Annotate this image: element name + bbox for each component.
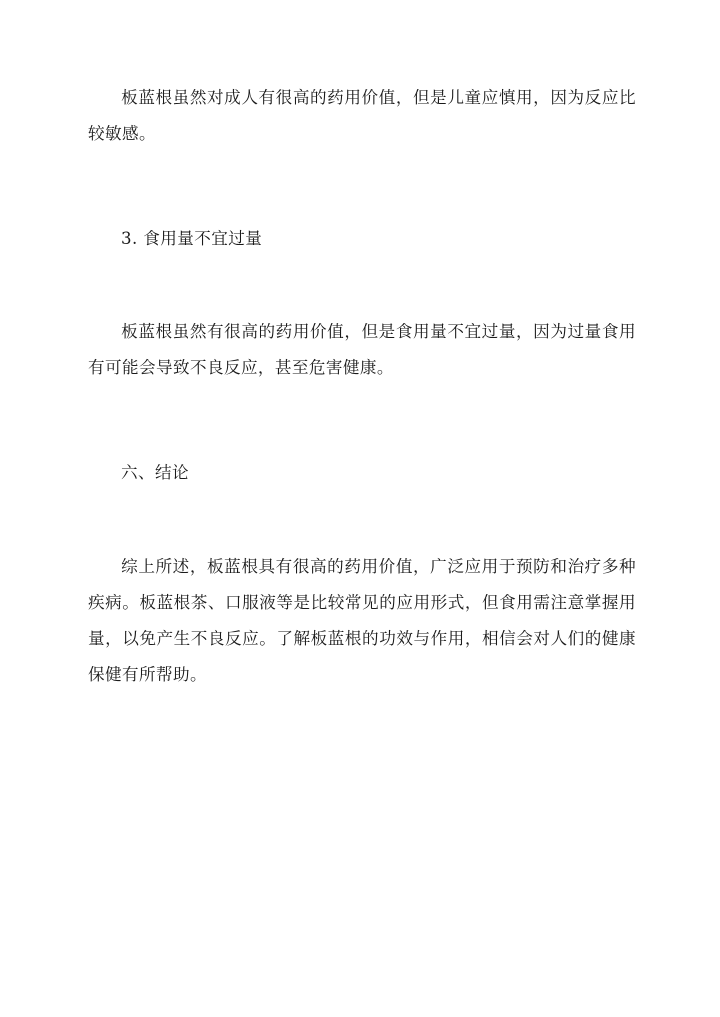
paragraph-dosage [88, 314, 636, 386]
section-heading-conclusion: 六、结论 [121, 463, 189, 482]
paragraph-text: 板蓝根虽然有很高的药用价值，但是食用量不宜过量，因为过量食用有可能会导致不良反应，甚至危害健康。 [88, 322, 636, 377]
paragraph-children-caution [88, 80, 636, 152]
paragraph-conclusion [88, 549, 636, 693]
paragraph-text: 综上所述，板蓝根具有很高的药用价值，广泛应用于预防和治疗多种疾病。板蓝根茶、口服液等是比较常见的应用形式，但食用需注意掌握用量，以免产生不良反应。了解板蓝根的功效与作用，相信会对人们的健康保健有所帮助。 [88, 557, 636, 684]
paragraph-text: 板蓝根虽然对成人有很高的药用价值，但是儿童应慎用，因为反应比较敏感。 [88, 88, 636, 143]
section-heading-dosage: 3. 食用量不宜过量 [121, 229, 263, 248]
